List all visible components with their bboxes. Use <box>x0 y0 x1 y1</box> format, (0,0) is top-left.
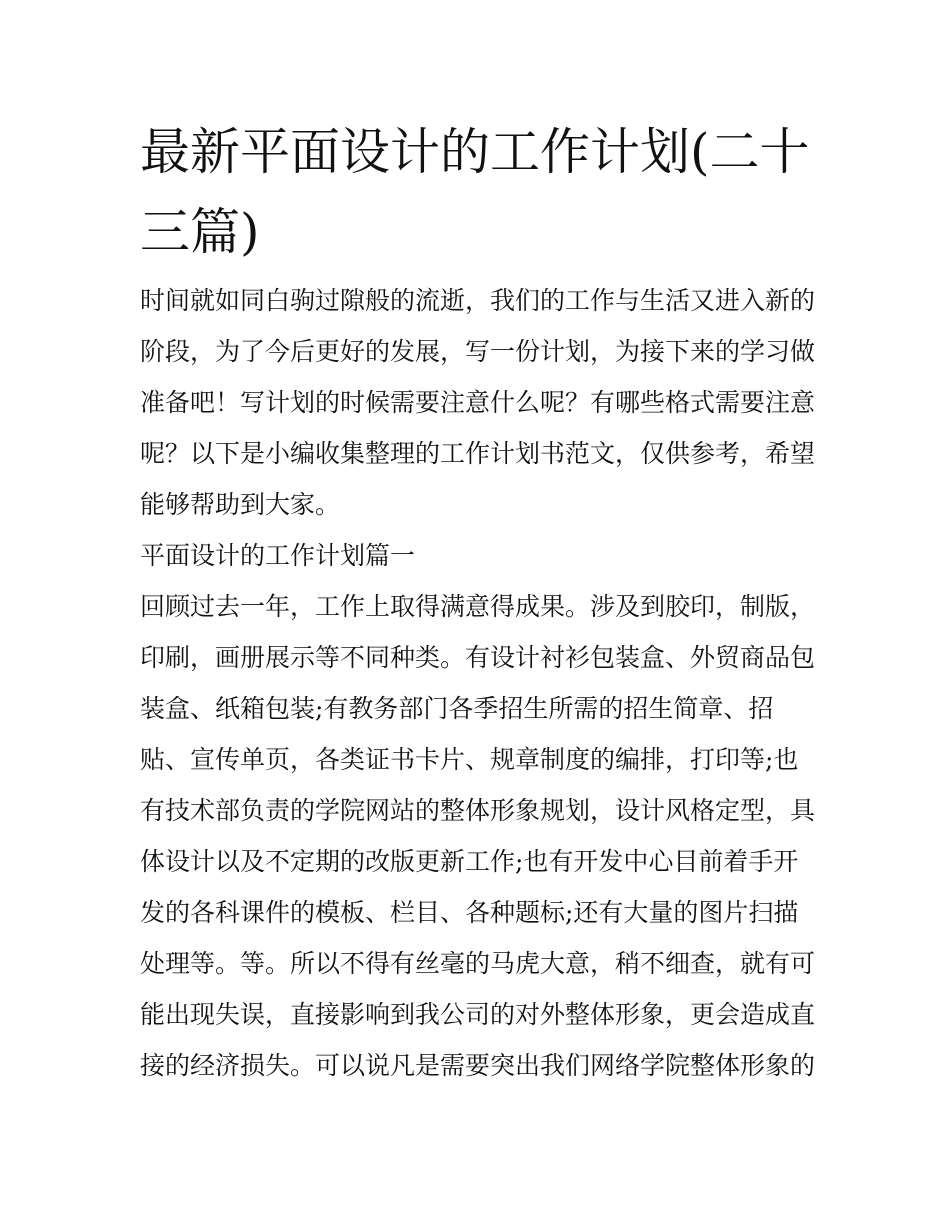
intro-paragraph <box>140 275 820 530</box>
body-line-5: 有技术部负责的学院网站的整体形象规划，设计风格定型，具 <box>140 796 816 825</box>
document-title <box>140 112 820 272</box>
intro-line-4: 呢？以下是小编收集整理的工作计划书范文，仅供参考，希望 <box>140 439 816 468</box>
intro-line-2: 阶段，为了今后更好的发展，写一份计划，为接下来的学习做 <box>140 337 816 366</box>
intro-line-5: 能够帮助到大家。 <box>140 490 341 519</box>
body-line-6: 体设计以及不定期的改版更新工作;也有开发中心目前着手开 <box>140 847 799 876</box>
body-line-2: 印刷，画册展示等不同种类。有设计衬衫包装盒、外贸商品包 <box>140 643 816 672</box>
body-line-1: 回顾过去一年，工作上取得满意得成果。涉及到胶印，制版， <box>140 592 816 621</box>
body-line-8: 处理等。等。所以不得有丝毫的马虎大意，稍不细查，就有可 <box>140 949 816 978</box>
intro-line-1: 时间就如同白驹过隙般的流逝，我们的工作与生活又进入新的 <box>140 286 816 315</box>
body-line-7: 发的各科课件的模板、栏目、各种题标;还有大量的图片扫描 <box>140 898 799 927</box>
section-heading-text: 平面设计的工作计划篇一 <box>140 541 416 570</box>
title-line-2: 三篇) <box>140 203 260 261</box>
intro-line-3: 准备吧！写计划的时候需要注意什么呢？有哪些格式需要注意 <box>140 388 816 417</box>
body-line-3: 装盒、纸箱包装;有教务部门各季招生所需的招生简章、招 <box>140 694 774 723</box>
section-heading <box>140 530 820 581</box>
body-line-9: 能出现失误，直接影响到我公司的对外整体形象，更会造成直 <box>140 1000 816 1029</box>
title-line-1: 最新平面设计的工作计划(二十 <box>140 123 810 181</box>
body-line-4: 贴、宣传单页，各类证书卡片、规章制度的编排，打印等;也 <box>140 745 799 774</box>
main-paragraph <box>140 581 820 1091</box>
body-line-10: 接的经济损失。可以说凡是需要突出我们网络学院整体形象的 <box>140 1051 816 1080</box>
